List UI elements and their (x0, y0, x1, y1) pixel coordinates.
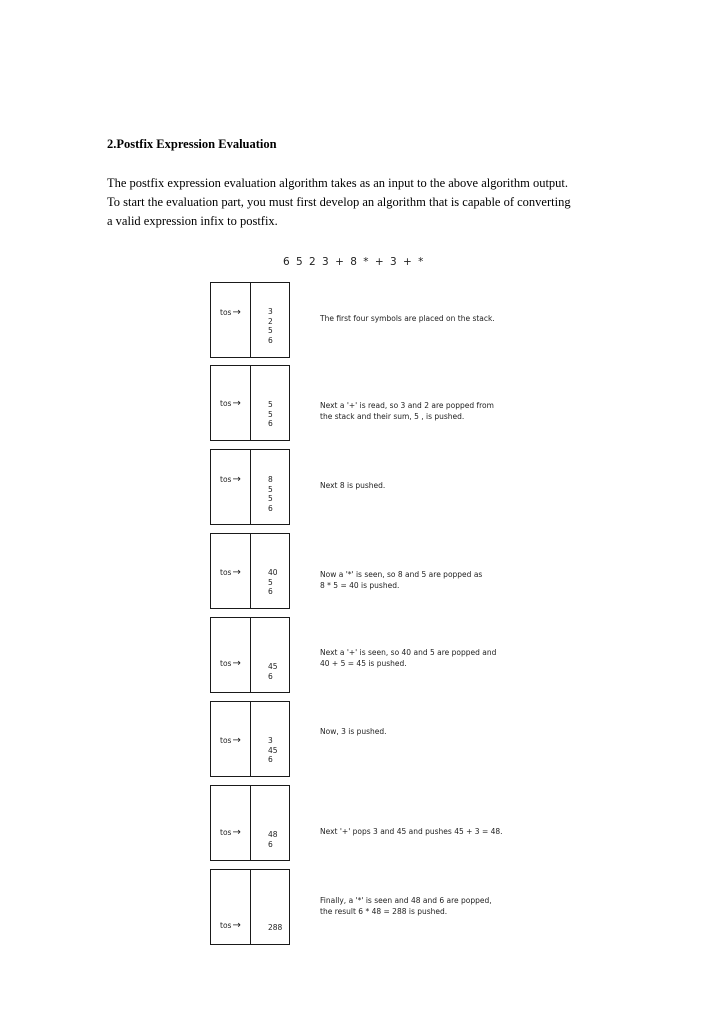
description-line: the result 6 * 48 = 288 is pushed. (320, 906, 448, 916)
stack-value: 5 (268, 494, 273, 503)
step-2 (210, 365, 610, 443)
stack-value: 6 (268, 671, 273, 681)
right-arrow-icon: → (232, 567, 241, 578)
right-arrow-icon: → (232, 307, 241, 318)
step-description (320, 401, 494, 422)
stack-box (210, 701, 290, 777)
stack-box (210, 449, 290, 525)
stack-value: 5 (268, 409, 273, 419)
stack-values (268, 568, 278, 597)
stack-value: 5 (268, 326, 273, 335)
stack-divider (250, 534, 251, 608)
right-arrow-icon: → (232, 474, 241, 485)
step-description (320, 896, 492, 917)
stack-divider (250, 702, 251, 776)
stack-value: 6 (268, 419, 273, 428)
tos-pointer (220, 567, 241, 578)
intro-line-1: The postfix expression evaluation algorithm takes as an input to the above algorithm output. (107, 176, 569, 190)
description-line: The first four symbols are placed on the stack. (320, 314, 495, 323)
description-line: Next 8 is pushed. (320, 481, 386, 490)
tos-pointer (220, 827, 241, 838)
stack-divider (250, 450, 251, 524)
stack-values (268, 736, 278, 765)
stack-divider (250, 786, 251, 860)
stack-box (210, 869, 290, 945)
stack-box (210, 533, 290, 609)
tos-pointer (220, 735, 241, 746)
tos-label: tos (220, 399, 232, 408)
step-5 (210, 617, 610, 695)
step-6 (210, 701, 610, 779)
stack-values (268, 662, 278, 681)
right-arrow-icon: → (232, 735, 241, 746)
description-line: Now, 3 is pushed. (320, 727, 387, 736)
tos-label: tos (220, 921, 232, 930)
stack-divider (250, 366, 251, 440)
tos-pointer (220, 307, 241, 318)
stack-divider (250, 870, 251, 944)
stack-value: 40 (268, 568, 278, 577)
step-8 (210, 869, 610, 947)
stack-value: 45 (268, 745, 278, 755)
intro-line-3: a valid expression infix to postfix. (107, 214, 278, 228)
stack-values (268, 307, 273, 345)
description-line: the stack and their sum, 5 , is pushed. (320, 411, 465, 421)
stack-box (210, 785, 290, 861)
stack-values (268, 400, 273, 429)
tos-label: tos (220, 736, 232, 745)
tos-label: tos (220, 828, 232, 837)
stack-box (210, 282, 290, 358)
stack-value: 5 (268, 484, 273, 494)
tos-pointer (220, 658, 241, 669)
stack-value: 2 (268, 316, 273, 326)
right-arrow-icon: → (232, 658, 241, 669)
stack-box (210, 365, 290, 441)
stack-value: 6 (268, 587, 273, 596)
stack-values (268, 923, 282, 933)
step-description (320, 648, 496, 669)
tos-pointer (220, 474, 241, 485)
stack-value: 3 (268, 307, 273, 316)
description-line: Next a '+' is seen, so 40 and 5 are popped and (320, 648, 497, 657)
stack-value: 288 (268, 923, 283, 932)
stack-box (210, 617, 290, 693)
stack-value: 3 (268, 736, 273, 745)
description-line: Now a '*' is seen, so 8 and 5 are popped as (320, 570, 483, 579)
step-description (320, 570, 482, 591)
tos-pointer (220, 398, 241, 409)
stack-value: 6 (268, 503, 273, 513)
description-line: Finally, a '*' is seen and 48 and 6 are popped, (320, 896, 492, 905)
step-7 (210, 785, 610, 863)
step-3 (210, 449, 610, 527)
right-arrow-icon: → (232, 827, 241, 838)
stack-value: 5 (268, 577, 273, 587)
description-line: 40 + 5 = 45 is pushed. (320, 658, 407, 668)
tos-label: tos (220, 568, 232, 577)
stack-value: 6 (268, 755, 273, 764)
tos-label: tos (220, 659, 232, 668)
stack-values (268, 475, 273, 513)
tos-label: tos (220, 308, 232, 317)
tos-label: tos (220, 475, 232, 484)
postfix-expression: 6 5 2 3 + 8 * + 3 + * (283, 256, 425, 268)
description-line: Next '+' pops 3 and 45 and pushes 45 + 3 = 48. (320, 827, 503, 836)
section-title: 2.Postfix Expression Evaluation (107, 137, 277, 151)
stack-value: 8 (268, 475, 273, 484)
step-description (320, 481, 385, 492)
step-4 (210, 533, 610, 611)
step-1 (210, 282, 610, 360)
stack-value: 45 (268, 662, 278, 671)
stack-value: 5 (268, 400, 273, 409)
stack-value: 6 (268, 839, 273, 849)
stack-value: 6 (268, 335, 273, 345)
step-description (320, 727, 387, 738)
stack-value: 48 (268, 830, 278, 839)
right-arrow-icon: → (232, 920, 241, 931)
step-description (320, 827, 503, 838)
tos-pointer (220, 920, 241, 931)
stack-divider (250, 618, 251, 692)
stack-divider (250, 283, 251, 357)
description-line: 8 * 5 = 40 is pushed. (320, 580, 400, 590)
stack-values (268, 830, 278, 849)
description-line: Next a '+' is read, so 3 and 2 are popped from (320, 401, 494, 410)
step-description (320, 314, 495, 325)
intro-line-2: To start the evaluation part, you must first develop an algorithm that is capable of converting (107, 195, 571, 209)
right-arrow-icon: → (232, 398, 241, 409)
